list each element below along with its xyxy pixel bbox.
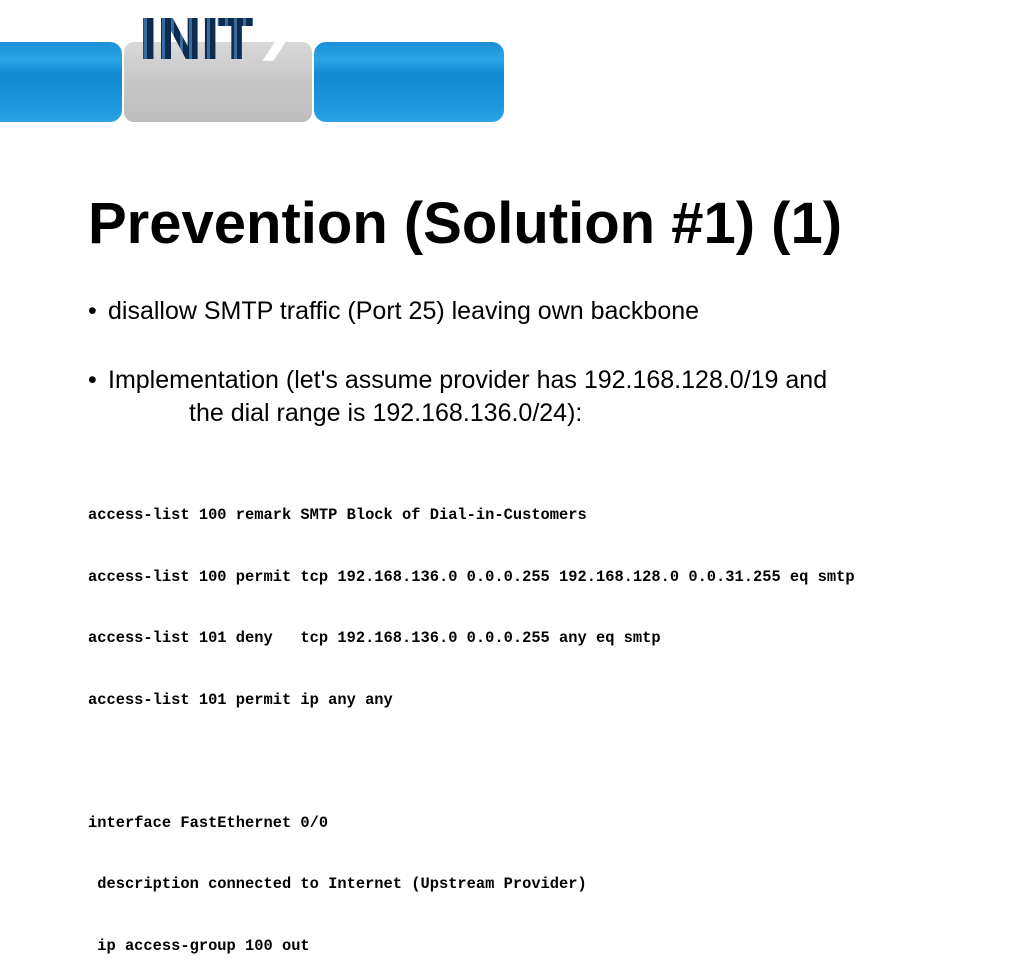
code-line-blank — [88, 751, 855, 772]
bullet-text: Implementation (let's assume provider has 192.168.128.0/19 and — [108, 366, 828, 394]
logo-number: 7 — [258, 7, 299, 75]
bullet-item — [88, 295, 699, 328]
code-line: description connected to Internet (Upstream Provider) — [88, 875, 587, 893]
bullet-icon: • — [88, 366, 97, 394]
slide-title: Prevention (Solution #1) (1) — [88, 191, 843, 256]
code-line: access-list 100 permit tcp 192.168.136.0 0.0.0.255 192.168.128.0 0.0.31.255 eq smtp — [88, 567, 855, 586]
code-line: access-list 101 deny tcp 192.168.136.0 0.0.0.255 any eq smtp — [88, 629, 661, 647]
bullet-text: disallow SMTP traffic (Port 25) leaving own backbone — [108, 297, 700, 325]
bullet-text-continuation: the dial range is 192.168.136.0/24): — [189, 399, 583, 427]
code-block — [88, 464, 855, 977]
code-line: access-list 100 remark SMTP Block of Dial-in-Customers — [88, 506, 587, 524]
logo-bar-right — [314, 42, 504, 122]
code-line: access-list 101 permit ip any any — [88, 690, 393, 709]
logo-bar-left — [0, 42, 122, 122]
bullet-icon: • — [88, 297, 97, 325]
logo-wordmark: INIT — [138, 8, 253, 73]
code-line: interface FastEthernet 0/0 — [88, 813, 329, 832]
bullet-item — [88, 364, 827, 430]
code-line: ip access-group 100 out — [88, 936, 310, 955]
